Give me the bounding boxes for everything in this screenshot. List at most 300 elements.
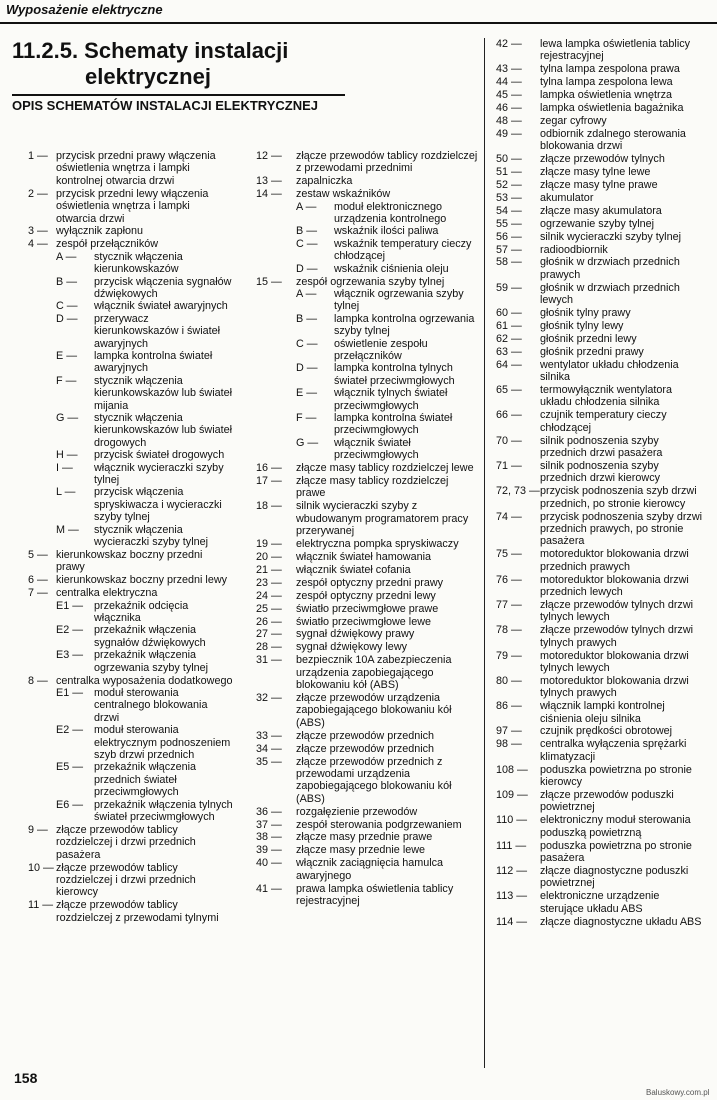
legend-entry [496,865,706,890]
legend-number: 37 — [256,818,282,831]
legend-body [540,548,706,573]
legend-number: 50 — [496,153,522,166]
legend-entry [28,587,233,674]
legend-sub-letter: I — [56,461,73,474]
legend-text: złącze przewodów poduszki powietrznej [540,788,674,814]
legend-number: 77 — [496,598,522,611]
legend-sub-text: przycisk włączenia spryskiwacza i wycieraczki szyby tylnej [94,486,222,524]
legend-body [296,857,478,882]
legend-body [540,282,706,307]
legend-text: włącznik świateł cofania [296,563,411,576]
legend-entry [256,819,478,831]
legend-body [296,692,478,729]
legend-number: 98 — [496,738,522,751]
legend-entry [496,725,706,737]
legend-text: światło przeciwmgłowe lewe [296,615,432,628]
legend-number: 113 — [496,890,528,903]
legend-body [296,462,478,474]
legend-entry [256,175,478,187]
legend-entry [28,899,233,924]
legend-sub-text: stycznik włączenia kierunkowskazów lub świateł drogowych [94,412,233,449]
legend-body [540,218,706,230]
legend-sub-letter: E2 — [56,624,84,637]
header-rule [0,22,717,24]
legend-subentry [56,649,233,674]
legend-text: złącze przewodów tylnych [540,153,665,166]
legend-text: złącze masy tylne lewe [540,166,651,179]
legend-entry [496,38,706,63]
legend-entry [256,603,478,615]
legend-text: tylna lampa zespolona prawa [540,63,680,76]
legend-number: 108 — [496,763,528,776]
legend-number: 27 — [256,628,282,641]
legend-sub-text: przerywacz kierunkowskazów i świateł awaryjnych [94,312,221,350]
legend-subentry [56,251,233,276]
legend-text: czujnik temperatury cieczy chłodzącej [540,409,667,434]
legend-text: złącze masy tablicy rozdzielczej lewe [296,462,474,475]
legend-text: złącze masy tylne prawe [540,178,658,191]
legend-entry [28,549,233,574]
legend-sub-text: włącznik tylnych świateł przeciwmgłowych [334,387,448,412]
legend-text: głośnik przedni lewy [540,332,637,345]
legend-entry [256,590,478,602]
legend-text: głośnik tylny lewy [540,319,624,332]
legend-body [540,485,706,510]
column-divider [484,38,485,1068]
legend-number: 33 — [256,729,282,742]
legend-text: włącznik lampki kontrolnej ciśnienia oleju silnika [540,700,665,725]
legend-body [296,475,478,500]
legend-entry [256,564,478,576]
legend-number: 41 — [256,882,282,895]
legend-number: 58 — [496,256,522,269]
legend-number: 19 — [256,538,282,551]
legend-text: złącze przewodów tylnych drzwi tylnych lewych [540,598,694,624]
legend-number: 9 — [28,823,48,836]
legend-subentry [296,201,478,226]
legend-sub-text: włącznik świateł przeciwmgłowych [334,436,419,462]
legend-text: silnik podnoszenia szyby przednich drzwi kierowcy [540,459,661,485]
legend-sub-letter: B — [296,312,317,325]
legend-sub-letter: M — [56,523,79,536]
legend-subentry [296,225,478,237]
legend-entry [496,192,706,204]
legend-number: 57 — [496,243,522,256]
legend-entry [28,675,233,824]
legend-text: złącze przewodów przednich [296,729,435,742]
legend-entry [496,485,706,510]
legend-number: 112 — [496,864,528,877]
legend-entry [256,883,478,908]
legend-number: 42 — [496,38,522,50]
legend-entry [256,500,478,537]
legend-body [56,587,233,674]
legend-sub-text: wskaźnik temperatury cieczy chłodzącej [334,237,472,263]
legend-text: czujnik prędkości obrotowej [540,725,673,738]
legend-entry [496,89,706,101]
legend-entry [28,150,233,187]
legend-entry [496,511,706,548]
legend-text: zespół optyczny przedni lewy [296,589,436,602]
legend-subentry [56,375,233,412]
legend-number: 71 — [496,459,522,472]
legend-entry [496,244,706,256]
legend-body [540,359,706,384]
legend-entry [256,641,478,653]
legend-number: 56 — [496,230,522,243]
legend-text: przycisk podnoszenia szyb drzwi przednich, po stronie kierowcy [540,485,697,510]
legend-text: centralka wyłączenia sprężarki klimatyzacji [540,738,687,763]
legend-entry [496,460,706,485]
legend-body [540,599,706,624]
legend-number: 31 — [256,654,282,667]
legend-text: silnik wycieraczki szyby tylnej [540,230,681,243]
legend-sub-letter: E1 — [56,686,84,699]
legend-text: włącznik zaciągnięcia hamulca awaryjnego [296,857,444,882]
legend-body [56,899,233,924]
legend-number: 79 — [496,649,522,662]
legend-sub-text: wskaźnik ciśnienia oleju [334,262,449,275]
legend-body [296,590,478,602]
legend-number: 15 — [256,275,282,288]
legend-text: zespół ogrzewania szyby tylnej [296,275,445,288]
legend-subentry [56,724,233,761]
legend-body [540,166,706,178]
legend-text: złącze masy akumulatora [540,204,662,217]
legend-number: 3 — [28,225,48,238]
legend-subentry [56,600,233,625]
legend-sub-letter: F — [56,374,77,387]
legend-entry [256,756,478,806]
legend-subentry [56,276,233,301]
legend-body [296,883,478,908]
legend-sub-letter: A — [296,287,317,300]
legend-sub-text: przekaźnik włączenia ogrzewania szyby tylnej [94,649,209,674]
legend-subentry [296,238,478,263]
legend-text: złącze diagnostyczne poduszki powietrznej [540,864,689,890]
page-number: 158 [14,1070,38,1086]
legend-body [296,276,478,462]
legend-entry [496,346,706,358]
legend-entry [256,188,478,275]
legend-text: złącze przewodów przednich [296,742,435,755]
watermark: Baluskowy.com.pl [646,1088,710,1097]
legend-entry [496,218,706,230]
legend-column-1 [28,150,233,925]
legend-number: 14 — [256,188,282,201]
legend-number: 60 — [496,307,522,320]
legend-entry [496,63,706,75]
legend-body [296,806,478,818]
legend-number: 46 — [496,102,522,115]
legend-text: motoreduktor blokowania drzwi tylnych prawych [540,674,689,700]
legend-sub-text: przekaźnik włączenia tylnych świateł przeciwmgłowych [94,798,233,824]
legend-body [540,38,706,63]
legend-number: 48 — [496,114,522,127]
legend-entry [496,548,706,573]
legend-body [540,511,706,548]
legend-body [540,916,706,928]
legend-text: przycisk podnoszenia szyby drzwi przednich prawych, po stronie pasażera [540,510,703,548]
section-title [12,38,342,90]
legend-body [296,819,478,831]
legend-subentry [296,387,478,412]
legend-entry [496,409,706,434]
legend-sub-text: włącznik świateł awaryjnych [94,300,228,313]
legend-subentry [296,412,478,437]
legend-body [540,700,706,725]
legend-entry [496,789,706,814]
legend-subentry [56,462,233,487]
legend-entry [496,814,706,839]
running-header: Wyposażenie elektryczne [6,2,163,17]
legend-text: głośnik w drzwiach przednich prawych [540,256,680,281]
legend-body [540,650,706,675]
legend-number: 70 — [496,434,522,447]
legend-entry [256,628,478,640]
legend-body [296,616,478,628]
legend-sub-text: wskaźnik ilości paliwa [334,225,439,238]
legend-sub-text: stycznik włączenia kierunkowskazów [94,250,183,276]
legend-subentry [56,624,233,649]
legend-number: 20 — [256,551,282,563]
legend-entry [256,806,478,818]
legend-number: 45 — [496,89,522,102]
legend-entry [496,675,706,700]
legend-number: 64 — [496,358,522,371]
legend-text: głośnik w drzwiach przednich lewych [540,281,680,307]
legend-body [296,577,478,589]
legend-sub-text: stycznik włączenia kierunkowskazów lub świateł mijania [94,374,233,412]
legend-number: 36 — [256,805,282,818]
legend-sub-letter: E — [296,387,317,400]
legend-entry [496,256,706,281]
legend-text: złącze przewodów tablicy rozdzielczej i drzwi przednich pasażera [56,823,196,861]
legend-sub-text: włącznik ogrzewania szyby tylnej [334,287,464,313]
legend-text: złącze masy tablicy rozdzielczej prawe [296,475,449,500]
legend-text: głośnik tylny prawy [540,307,631,320]
legend-number: 66 — [496,409,522,422]
legend-body [296,188,478,275]
legend-number: 13 — [256,175,282,188]
legend-entry [256,743,478,755]
legend-sub-letter: E1 — [56,599,84,612]
legend-number: 7 — [28,587,48,600]
legend-text: elektroniczne urządzenie sterujące układu ABS [540,890,660,915]
legend-sub-letter: G — [296,436,319,449]
legend-text: sygnał dźwiękowy prawy [296,628,415,641]
legend-body [56,150,233,187]
legend-sub-letter: E — [56,350,77,362]
legend-sub-text: włącznik wycieraczki szyby tylnej [94,461,224,487]
legend-entry [496,384,706,409]
legend-sub-letter: H — [56,449,78,462]
legend-entry [496,624,706,649]
legend-text: wyłącznik zapłonu [56,225,144,238]
legend-entry [496,435,706,460]
legend-number: 61 — [496,319,522,332]
legend-body [540,205,706,217]
legend-text: przycisk przedni prawy włączenia oświetlenia wnętrza i lampki kontrolnej otwarcia drzwi [56,150,216,187]
legend-sub-letter: E6 — [56,798,84,811]
legend-entry [496,890,706,915]
legend-entry [496,738,706,763]
legend-entry [256,692,478,729]
section-title-line1: 11.2.5. Schematy instalacji [12,38,289,63]
legend-text: centralka wyposażenia dodatkowego [56,674,233,687]
legend-entry [496,282,706,307]
legend-number: 78 — [496,624,522,637]
legend-number: 2 — [28,187,48,200]
legend-number: 53 — [496,191,522,204]
legend-body [540,624,706,649]
legend-number: 62 — [496,332,522,345]
legend-number: 18 — [256,500,282,513]
legend-subentry [296,362,478,387]
legend-number: 38 — [256,831,282,844]
legend-number: 32 — [256,691,282,704]
legend-sub-letter: A — [56,250,77,263]
legend-entry [496,333,706,345]
legend-number: 114 — [496,915,528,928]
legend-subentry [56,799,233,824]
legend-entry [496,102,706,114]
legend-body [540,256,706,281]
legend-entry [256,538,478,550]
legend-entry [496,916,706,928]
legend-body [540,128,706,153]
title-rule [12,94,345,96]
legend-body [56,225,233,237]
legend-entry [256,831,478,843]
legend-body [296,730,478,742]
legend-subentry [296,263,478,275]
legend-body [540,231,706,243]
legend-entry [496,179,706,191]
legend-entry [496,764,706,789]
legend-entry [256,616,478,628]
legend-text: zestaw wskaźników [296,188,391,201]
legend-text: silnik podnoszenia szyby przednich drzwi pasażera [540,434,663,459]
legend-body [540,102,706,114]
legend-number: 4 — [28,238,48,251]
legend-text: zespół przełączników [56,238,159,251]
legend-body [56,675,233,824]
legend-body [540,153,706,165]
legend-text: motoreduktor blokowania drzwi przednich prawych [540,548,689,573]
legend-sub-text: moduł sterowania elektrycznym podnoszeniem szyb drzwi przednich [94,724,231,761]
legend-text: złącze przewodów tablicy rozdzielczej z przewodami przednimi [296,150,478,175]
legend-sub-letter: D — [296,262,318,275]
legend-number: 23 — [256,576,282,589]
legend-sub-text: oświetlenie zespołu przełączników [334,337,428,362]
legend-body [56,824,233,861]
legend-text: ogrzewanie szyby tylnej [540,217,655,230]
legend-subentry [56,313,233,350]
legend-body [540,320,706,332]
legend-sub-letter: C — [296,237,318,250]
legend-sub-text: przycisk świateł drogowych [94,449,225,462]
legend-text: akumulator [540,191,594,204]
legend-sub-letter: A — [296,200,317,213]
legend-body [540,574,706,599]
legend-text: lewa lampka oświetlenia tablicy rejestracyjnej [540,38,691,63]
legend-number: 76 — [496,573,522,586]
legend-text: złącze przewodów tylnych drzwi tylnych prawych [540,624,694,649]
legend-body [296,500,478,537]
legend-number: 52 — [496,178,522,191]
legend-body [296,756,478,806]
legend-entry [496,650,706,675]
legend-text: radioodbiornik [540,243,608,256]
legend-sub-letter: B — [296,225,317,238]
legend-body [540,725,706,737]
legend-entry [256,150,478,175]
legend-sub-letter: E3 — [56,649,84,662]
legend-text: zespół optyczny przedni prawy [296,576,444,589]
legend-body [540,179,706,191]
legend-entry [496,205,706,217]
legend-number: 63 — [496,345,522,358]
legend-body [540,764,706,789]
legend-entry [496,599,706,624]
legend-number: 44 — [496,76,522,89]
legend-text: złącze masy przednie prawe [296,831,433,844]
legend-entry [256,730,478,742]
legend-number: 74 — [496,510,522,523]
legend-body [56,574,233,586]
legend-entry [256,857,478,882]
legend-number: 11 — [28,899,54,912]
legend-text: elektroniczny moduł sterowania poduszką powietrzną [540,814,691,839]
legend-body [540,115,706,127]
legend-number: 21 — [256,563,282,576]
legend-number: 5 — [28,549,48,561]
legend-subentry [56,412,233,449]
legend-sub-letter: E2 — [56,724,84,737]
legend-number: 111 — [496,839,527,852]
legend-sub-letter: D — [296,362,318,375]
legend-sub-text: lampka kontrolna świateł przeciwmgłowych [334,412,453,437]
legend-subentry [296,313,478,338]
legend-sub-text: przekaźnik odcięcia włącznika [94,599,189,625]
legend-sub-letter: C — [56,300,78,313]
legend-entry [496,574,706,599]
legend-number: 35 — [256,755,282,768]
legend-number: 80 — [496,674,522,687]
legend-sub-letter: E5 — [56,761,84,774]
legend-body [540,789,706,814]
legend-sub-text: moduł sterowania centralnego blokowania drzwi [94,686,208,724]
legend-text: głośnik przedni prawy [540,345,644,358]
legend-text: zegar cyfrowy [540,114,607,127]
legend-number: 54 — [496,204,522,217]
legend-entry [28,238,233,548]
legend-body [540,738,706,763]
legend-number: 24 — [256,589,282,602]
legend-number: 72, 73 — [496,485,540,498]
legend-text: lampka oświetlenia bagażnika [540,102,684,115]
legend-number: 65 — [496,383,522,396]
legend-sub-text: lampka kontrolna tylnych świateł przeciwmgłowych [334,362,455,387]
legend-body [296,175,478,187]
legend-entry [28,824,233,861]
legend-text: centralka elektryczna [56,587,158,600]
legend-body [56,238,233,548]
legend-text: złącze przewodów urządzenia zapobiegającego blokowaniu kół (ABS) [296,691,452,729]
legend-sub-text: przekaźnik włączenia sygnałów dźwiękowych [94,624,206,649]
legend-body [296,150,478,175]
